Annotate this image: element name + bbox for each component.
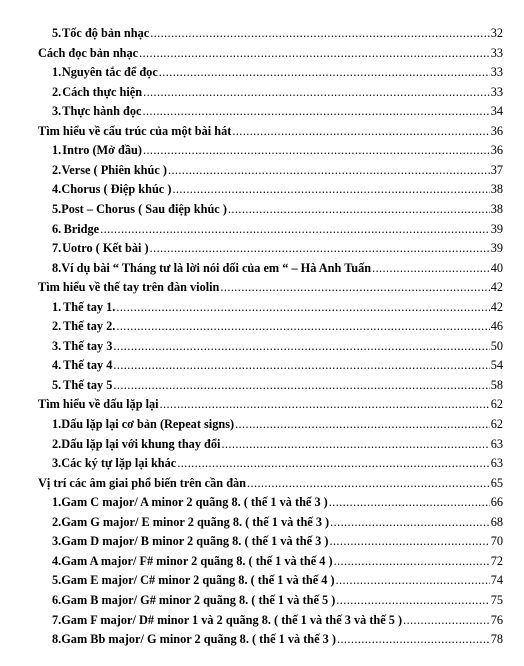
toc-entry-title: Gam Bb major/ G minor 2 quãng 8. ( thế 1 và thế 3 ) — [61, 632, 336, 647]
toc-page-number: 66 — [490, 495, 503, 510]
toc-item-number: 5. — [52, 201, 62, 216]
dot-leader — [372, 260, 490, 276]
toc-entry-title: Tìm hiểu về dấu lặp lại — [38, 397, 159, 412]
toc-item[interactable] — [52, 103, 503, 119]
toc-item-number: 2. — [52, 84, 62, 99]
toc-page-number: 39 — [490, 241, 503, 256]
toc-item[interactable] — [52, 377, 503, 393]
toc-item[interactable] — [52, 338, 503, 354]
toc-page-number: 34 — [490, 104, 503, 119]
dot-leader — [337, 631, 490, 647]
toc-entry-title: Thực hành đọc — [62, 104, 142, 119]
toc-item-number: 2. — [52, 319, 62, 334]
toc-item-number: 2. — [52, 514, 62, 529]
dot-leader — [334, 553, 490, 569]
toc-entry-title: Post – Chorus ( Sau điệp khúc ) — [61, 201, 227, 216]
toc-item-number: 3. — [52, 534, 62, 549]
toc-item-number: 6. — [52, 221, 62, 236]
toc-page-number: 72 — [490, 553, 503, 568]
toc-item-number: 5. — [52, 573, 62, 588]
toc-item[interactable] — [52, 162, 503, 178]
dot-leader — [228, 201, 490, 217]
dot-leader — [232, 123, 489, 139]
toc-item-number: 5. — [52, 26, 62, 40]
toc-section[interactable] — [38, 123, 503, 139]
toc-item-number: 1. — [52, 299, 62, 314]
toc-item-number: 7. — [52, 612, 62, 627]
toc-item[interactable] — [52, 240, 503, 256]
toc-entry-title: Nguyên tắc để đọc — [61, 65, 158, 80]
dot-leader — [150, 240, 490, 256]
toc-section[interactable] — [38, 475, 503, 491]
dot-leader — [403, 612, 490, 628]
dot-leader — [116, 318, 489, 334]
toc-page-number: 54 — [490, 358, 503, 373]
toc-item-number: 5. — [52, 377, 62, 392]
toc-section[interactable] — [38, 396, 503, 412]
toc-entry-title: Dấu lặp lại cơ bản (Repeat signs) — [61, 417, 235, 431]
toc-page-number: 37 — [490, 162, 503, 177]
toc-item[interactable] — [52, 592, 503, 608]
dot-leader — [329, 533, 489, 549]
toc-entry-title: Thế tay 3 — [63, 338, 113, 353]
toc-item-number: 4. — [52, 553, 62, 568]
toc-entry-title: Gam G major/ E minor 2 quãng 8. ( thế 1 và thế 3 ) — [61, 514, 330, 529]
toc-section[interactable] — [38, 279, 503, 295]
toc-page-number: 70 — [490, 534, 503, 549]
toc-page-number: 50 — [490, 338, 503, 353]
toc-item[interactable] — [52, 533, 503, 549]
toc-item[interactable] — [52, 612, 503, 628]
toc-item-number: 6. — [52, 592, 62, 607]
toc-entry-title: Thế tay 1. — [63, 299, 116, 314]
toc-entry-title: Các ký tự lặp lại khác — [61, 456, 177, 471]
toc-item[interactable] — [52, 436, 503, 452]
toc-item-number: 1. — [52, 65, 62, 80]
toc-entry-title: Gam E major/ C# minor 2 quãng 8. ( thế 1 và thế 4 ) — [61, 573, 335, 588]
toc-entry-title: Tìm hiểu về cấu trúc của một bài hát — [38, 123, 232, 138]
toc-entry-title: Cách đọc bản nhạc — [38, 45, 139, 60]
toc-item[interactable] — [52, 572, 503, 588]
toc-page-number: 33 — [490, 45, 503, 60]
dot-leader — [150, 25, 489, 41]
toc-page-number: 74 — [490, 573, 503, 588]
toc-section[interactable] — [38, 45, 503, 61]
toc-entry-title: Chorus ( Điệp khúc ) — [61, 182, 172, 197]
toc-item[interactable] — [52, 142, 503, 158]
dot-leader — [143, 84, 490, 100]
dot-leader — [247, 475, 490, 491]
dot-leader — [159, 64, 490, 80]
toc-entry-title: Thế tay 5 — [63, 377, 113, 392]
toc-item[interactable] — [52, 357, 503, 373]
dot-leader — [139, 45, 490, 61]
toc-entry-title: Gam B major/ G# minor 2 quãng 8. ( thế 1 và thế 5 ) — [61, 592, 336, 607]
toc-page-number: 33 — [490, 84, 503, 99]
toc-entry-title: Bridge — [63, 221, 100, 236]
toc-entry-title: Vị trí các âm giai phổ biến trên cần đàn — [38, 475, 247, 490]
toc-item-number: 3. — [52, 456, 62, 471]
toc-page-number: 76 — [490, 612, 503, 627]
toc-page-number: 33 — [490, 65, 503, 80]
dot-leader — [235, 416, 490, 432]
dot-leader — [168, 162, 490, 178]
toc-item[interactable] — [52, 455, 503, 471]
dot-leader — [329, 494, 490, 510]
toc-page-number: 63 — [490, 456, 503, 471]
toc-item-number: 1. — [52, 495, 62, 510]
toc-entry-title: Gam A major/ F# minor 2 quãng 8. ( thế 1 và thế 4 ) — [61, 553, 333, 568]
toc-item-number: 2. — [52, 436, 62, 451]
toc-item[interactable] — [52, 514, 503, 530]
toc-item[interactable] — [52, 25, 503, 41]
toc-item-number: 8. — [52, 260, 62, 275]
toc-entry-title: Thế tay 4 — [63, 358, 113, 373]
toc-item[interactable] — [52, 631, 503, 647]
toc-item[interactable] — [52, 494, 503, 510]
toc-page-number: 36 — [490, 123, 503, 138]
toc-page-number: 62 — [490, 417, 503, 431]
toc-item[interactable] — [52, 64, 503, 80]
toc-item[interactable] — [52, 416, 503, 432]
toc-page-number: 68 — [490, 514, 503, 529]
dot-leader — [160, 396, 490, 412]
toc-entry-title: Tốc độ bản nhạc — [62, 26, 150, 40]
toc-page-number: 46 — [490, 319, 503, 334]
dot-leader — [330, 514, 490, 530]
dot-leader — [143, 142, 490, 158]
toc-entry-title: Gam F major/ D# minor 1 và 2 quãng 8. ( thế 1 và thế 3 và thế 5 ) — [61, 612, 403, 627]
toc-item-number: 1. — [52, 143, 62, 158]
toc-entry-title: Gam D major/ B minor 2 quãng 8. ( thế 1 và thế 3 ) — [61, 534, 329, 549]
toc-entry-title: Gam C major/ A minor 2 quãng 8. ( thế 1 và thế 3 ) — [61, 495, 328, 510]
dot-leader — [177, 455, 489, 471]
toc-page-number: 32 — [490, 26, 503, 40]
dot-leader — [220, 279, 489, 295]
dot-leader — [113, 338, 489, 354]
toc-page-number: 63 — [490, 436, 503, 451]
toc-entry-title: Tìm hiểu về thế tay trên đàn violin — [38, 280, 220, 295]
dot-leader — [100, 221, 490, 237]
dot-leader — [113, 357, 489, 373]
toc-item[interactable] — [52, 318, 503, 334]
toc-item-number: 7. — [52, 241, 62, 256]
dot-leader — [221, 436, 489, 452]
toc-item[interactable] — [52, 553, 503, 569]
toc-item-number: 2. — [52, 162, 62, 177]
toc-entry-title: Uotro ( Kết bài ) — [62, 241, 149, 256]
toc-item-number: 1. — [52, 417, 62, 431]
toc-entry-title: Dấu lặp lại với khung thay đổi — [61, 436, 221, 451]
toc-item[interactable] — [52, 84, 503, 100]
toc-page-number: 36 — [490, 143, 503, 158]
toc-page-number: 42 — [490, 280, 503, 295]
dot-leader — [172, 181, 489, 197]
toc-page-number: 38 — [490, 201, 503, 216]
toc-entry-title: Intro (Mở đầu) — [62, 143, 142, 158]
toc-item-number: 3. — [52, 104, 62, 119]
toc-item-number: 4. — [52, 358, 62, 373]
toc-page-number: 62 — [490, 397, 503, 412]
toc-item[interactable] — [52, 201, 503, 217]
toc-page-number: 58 — [490, 377, 503, 392]
toc-entry-title: Verse ( Phiên khúc ) — [61, 162, 167, 177]
dot-leader — [113, 377, 489, 393]
dot-leader — [336, 572, 490, 588]
toc-page-number: 39 — [490, 221, 503, 236]
toc-item[interactable] — [52, 221, 503, 237]
toc-page-number: 42 — [490, 299, 503, 314]
dot-leader — [116, 299, 489, 315]
toc-item[interactable] — [52, 260, 503, 276]
toc-page-number: 38 — [490, 182, 503, 197]
toc-item[interactable] — [52, 299, 503, 315]
toc-page-number: 65 — [490, 475, 503, 490]
toc-page-number: 75 — [490, 592, 503, 607]
dot-leader — [142, 103, 489, 119]
dot-leader — [336, 592, 489, 608]
toc-page-number: 40 — [490, 260, 503, 275]
toc-item-number: 3. — [52, 338, 62, 353]
toc-item-number: 4. — [52, 182, 62, 197]
toc-item[interactable] — [52, 181, 503, 197]
toc-entry-title: Cách thực hiện — [62, 84, 143, 99]
toc-entry-title: Ví dụ bài “ Tháng tư là lời nói dối của em “ – Hà Anh Tuấn — [61, 260, 372, 275]
toc-page-number: 78 — [490, 632, 503, 647]
toc-entry-title: Thế tay 2. — [63, 319, 116, 334]
toc-item-number: 8. — [52, 632, 62, 647]
